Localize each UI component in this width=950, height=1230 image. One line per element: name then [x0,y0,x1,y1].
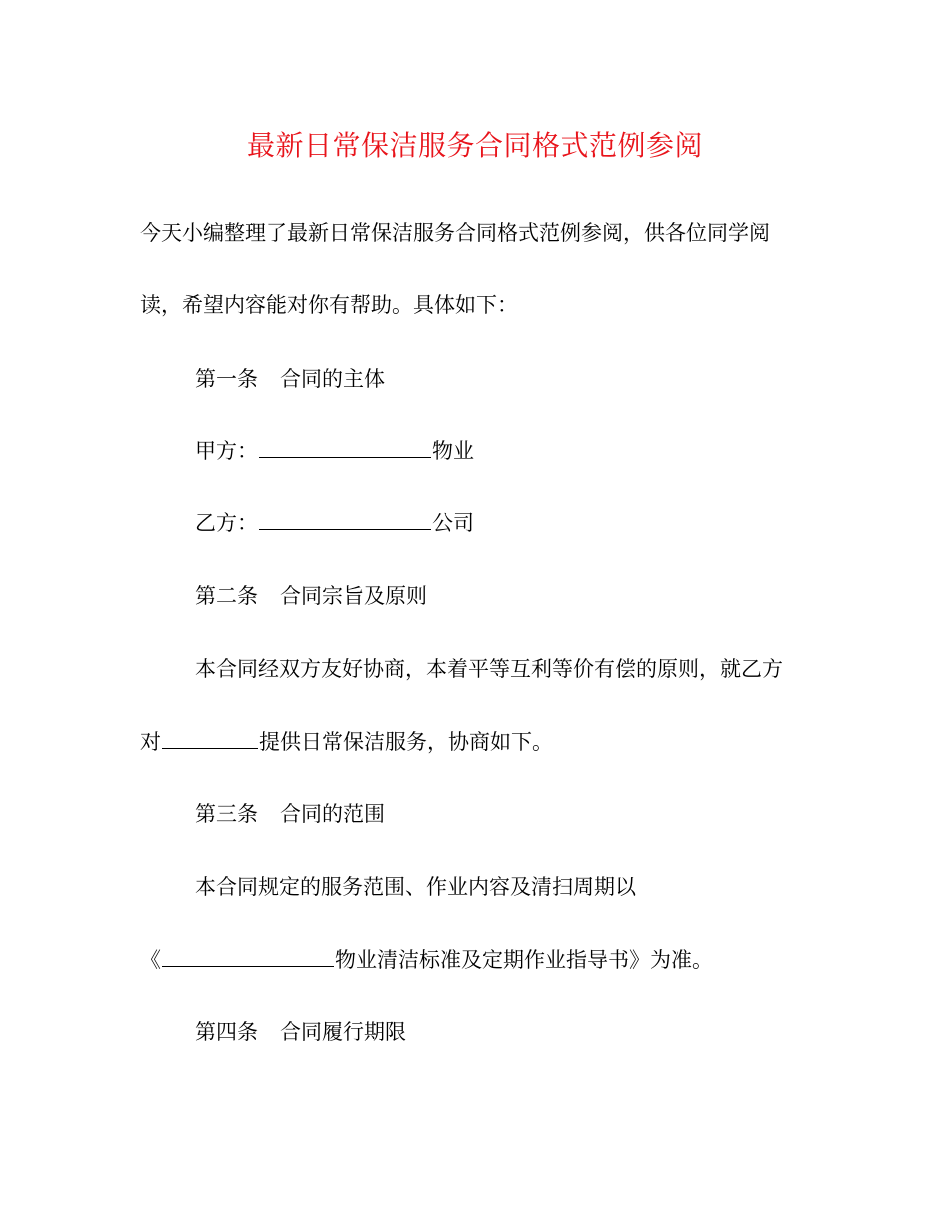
article-1-heading [195,364,385,394]
article-2-body-line-2 [140,727,553,757]
article-3-body-prefix: 《 [140,948,161,972]
article-2-body-prefix: 对 [140,730,161,754]
article-3-body-line-2 [140,945,713,975]
article-2-heading [195,581,427,611]
article-1-number: 第一条 [195,367,258,391]
intro-line-2: 读，希望内容能对你有帮助。具体如下： [140,293,518,317]
service-location-blank[interactable] [162,730,258,749]
party-a-line [195,436,474,466]
party-b-suffix: 公司 [432,511,474,535]
article-3-title: 合同的范围 [280,802,385,826]
article-3-heading [195,799,385,829]
party-a-blank[interactable] [259,439,431,458]
article-2-title: 合同宗旨及原则 [280,584,427,608]
party-b-label: 乙方： [195,511,258,535]
party-b-line [195,508,474,538]
article-4-title: 合同履行期限 [280,1020,406,1044]
article-3-body-suffix: 物业清洁标准及定期作业指导书》为准。 [335,948,713,972]
article-4-heading [195,1017,406,1047]
party-a-label: 甲方： [195,439,258,463]
article-1-title: 合同的主体 [280,367,385,391]
property-name-blank[interactable] [162,948,334,967]
article-3-number: 第三条 [195,802,258,826]
document-title: 最新日常保洁服务合同格式范例参阅 [246,129,703,162]
article-2-number: 第二条 [195,584,258,608]
article-2-body-suffix: 提供日常保洁服务，协商如下。 [259,730,553,754]
article-3-body-line-1: 本合同规定的服务范围、作业内容及清扫周期以 [195,875,636,899]
party-a-suffix: 物业 [432,439,474,463]
intro-line-1: 今天小编整理了最新日常保洁服务合同格式范例参阅，供各位同学阅 [140,221,770,245]
article-2-body-line-1: 本合同经双方友好协商，本着平等互利等价有偿的原则，就乙方 [195,657,783,681]
article-4-number: 第四条 [195,1020,258,1044]
party-b-blank[interactable] [259,511,431,530]
